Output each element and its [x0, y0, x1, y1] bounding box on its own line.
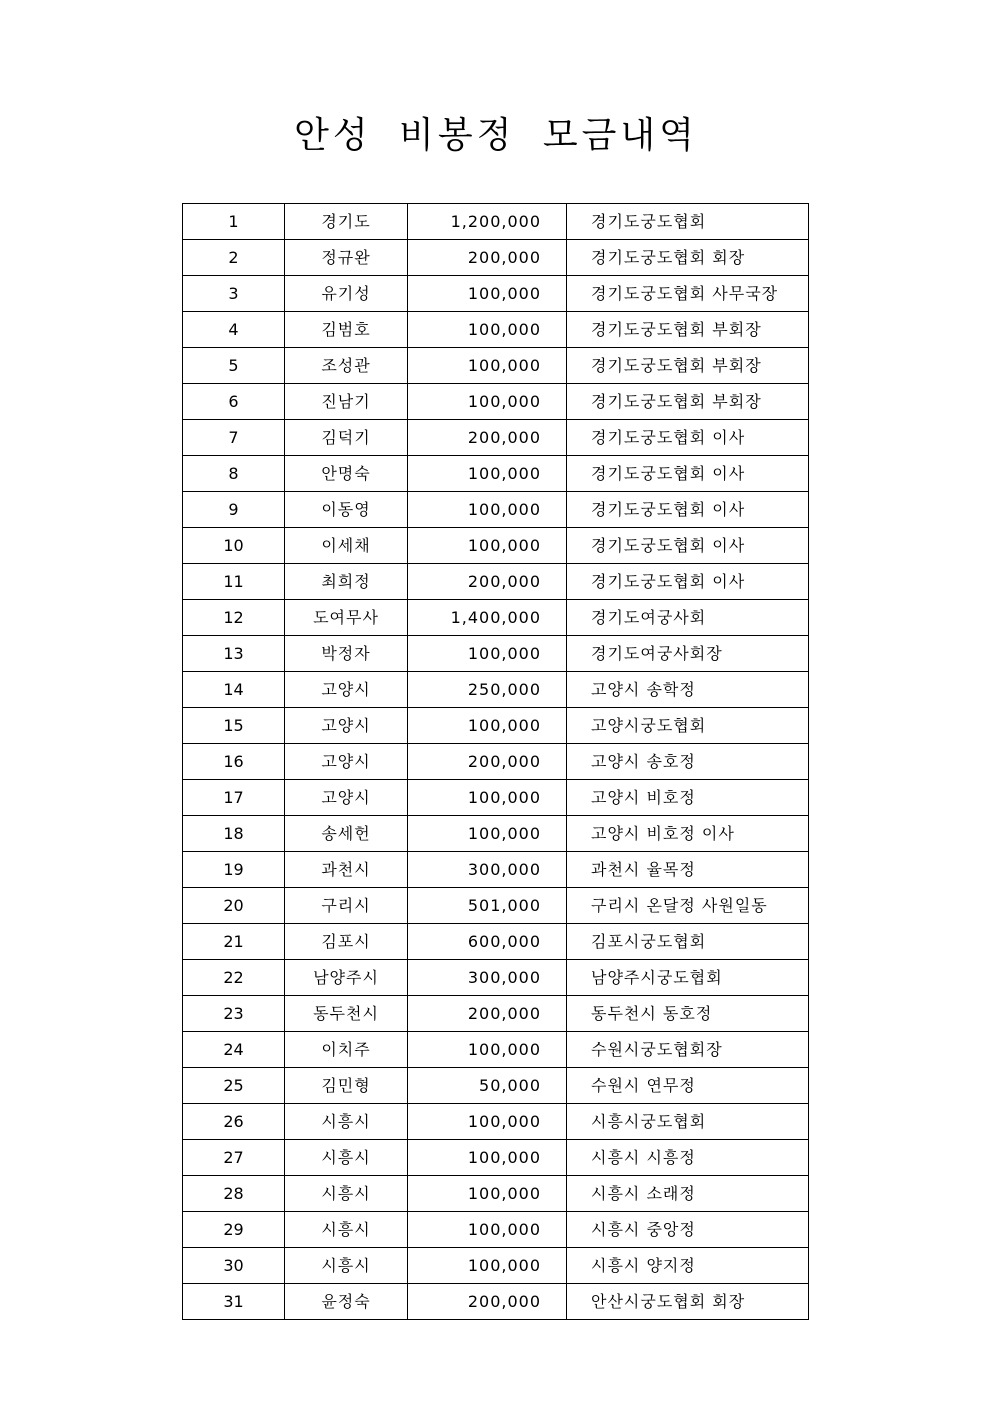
donation-amount: 300,000 [408, 960, 567, 996]
table-row [183, 816, 809, 852]
donor-name: 박정자 [285, 636, 408, 672]
donor-affiliation: 남양주시궁도협회 [567, 960, 809, 996]
donor-name: 이세채 [285, 528, 408, 564]
donor-name: 고양시 [285, 708, 408, 744]
donation-amount: 200,000 [408, 744, 567, 780]
donor-affiliation: 시흥시 중앙정 [567, 1212, 809, 1248]
row-number: 22 [183, 960, 285, 996]
donor-name: 윤정숙 [285, 1284, 408, 1320]
donation-amount: 100,000 [408, 1248, 567, 1284]
table-row [183, 924, 809, 960]
table-row [183, 996, 809, 1032]
table-row [183, 492, 809, 528]
donor-affiliation: 경기도궁도협회 [567, 204, 809, 240]
table-row [183, 348, 809, 384]
donor-affiliation: 고양시 비호정 [567, 780, 809, 816]
donor-name: 구리시 [285, 888, 408, 924]
table-row [183, 600, 809, 636]
table-row [183, 1140, 809, 1176]
row-number: 27 [183, 1140, 285, 1176]
table-row [183, 420, 809, 456]
donor-name: 시흥시 [285, 1176, 408, 1212]
donor-name: 이동영 [285, 492, 408, 528]
row-number: 3 [183, 276, 285, 312]
donor-affiliation: 경기도궁도협회 이사 [567, 528, 809, 564]
row-number: 24 [183, 1032, 285, 1068]
donor-name: 조성관 [285, 348, 408, 384]
donation-amount: 100,000 [408, 384, 567, 420]
donor-name: 고양시 [285, 672, 408, 708]
row-number: 13 [183, 636, 285, 672]
row-number: 14 [183, 672, 285, 708]
row-number: 28 [183, 1176, 285, 1212]
table-row [183, 204, 809, 240]
donation-amount: 100,000 [408, 780, 567, 816]
donor-affiliation: 구리시 온달정 사원일동 [567, 888, 809, 924]
donation-amount: 100,000 [408, 1104, 567, 1140]
donor-name: 김덕기 [285, 420, 408, 456]
donor-affiliation: 시흥시 양지정 [567, 1248, 809, 1284]
row-number: 1 [183, 204, 285, 240]
table-row [183, 1068, 809, 1104]
table-row [183, 1104, 809, 1140]
row-number: 6 [183, 384, 285, 420]
table-row [183, 960, 809, 996]
donor-affiliation: 경기도궁도협회 부회장 [567, 312, 809, 348]
donation-amount: 100,000 [408, 1212, 567, 1248]
donor-affiliation: 고양시 송호정 [567, 744, 809, 780]
donation-amount: 250,000 [408, 672, 567, 708]
donation-amount: 300,000 [408, 852, 567, 888]
table-row [183, 1212, 809, 1248]
donor-name: 진남기 [285, 384, 408, 420]
donor-affiliation: 수원시 연무정 [567, 1068, 809, 1104]
row-number: 10 [183, 528, 285, 564]
donor-affiliation: 경기도궁도협회 부회장 [567, 348, 809, 384]
donation-amount: 100,000 [408, 348, 567, 384]
donor-name: 고양시 [285, 780, 408, 816]
donor-affiliation: 시흥시궁도협회 [567, 1104, 809, 1140]
donor-name: 김민형 [285, 1068, 408, 1104]
row-number: 23 [183, 996, 285, 1032]
donor-name: 이치주 [285, 1032, 408, 1068]
donor-name: 도여무사 [285, 600, 408, 636]
table-row [183, 780, 809, 816]
table-row [183, 1032, 809, 1068]
donor-affiliation: 경기도궁도협회 이사 [567, 456, 809, 492]
row-number: 18 [183, 816, 285, 852]
donor-affiliation: 경기도궁도협회 이사 [567, 564, 809, 600]
donor-affiliation: 경기도궁도협회 사무국장 [567, 276, 809, 312]
table-row [183, 852, 809, 888]
donor-affiliation: 경기도여궁사회 [567, 600, 809, 636]
donor-affiliation: 시흥시 시흥정 [567, 1140, 809, 1176]
row-number: 30 [183, 1248, 285, 1284]
donor-name: 시흥시 [285, 1104, 408, 1140]
donor-name: 고양시 [285, 744, 408, 780]
donation-amount: 600,000 [408, 924, 567, 960]
donation-table-body [183, 204, 809, 1320]
donor-name: 시흥시 [285, 1212, 408, 1248]
table-row [183, 1248, 809, 1284]
table-row [183, 888, 809, 924]
donor-affiliation: 김포시궁도협회 [567, 924, 809, 960]
row-number: 12 [183, 600, 285, 636]
donor-name: 시흥시 [285, 1248, 408, 1284]
donor-affiliation: 경기도궁도협회 이사 [567, 492, 809, 528]
donor-affiliation: 시흥시 소래정 [567, 1176, 809, 1212]
donation-amount: 100,000 [408, 1176, 567, 1212]
donation-amount: 100,000 [408, 312, 567, 348]
row-number: 26 [183, 1104, 285, 1140]
table-row [183, 708, 809, 744]
donor-name: 안명숙 [285, 456, 408, 492]
donor-affiliation: 고양시 송학정 [567, 672, 809, 708]
donation-amount: 100,000 [408, 456, 567, 492]
donor-affiliation: 경기도궁도협회 이사 [567, 420, 809, 456]
donation-amount: 100,000 [408, 492, 567, 528]
row-number: 21 [183, 924, 285, 960]
donor-affiliation: 경기도여궁사회장 [567, 636, 809, 672]
donation-amount: 100,000 [408, 1032, 567, 1068]
table-row [183, 1284, 809, 1320]
donor-name: 최희정 [285, 564, 408, 600]
donor-affiliation: 고양시 비호정 이사 [567, 816, 809, 852]
donation-amount: 100,000 [408, 708, 567, 744]
donor-affiliation: 동두천시 동호정 [567, 996, 809, 1032]
donation-amount: 501,000 [408, 888, 567, 924]
row-number: 2 [183, 240, 285, 276]
donor-name: 송세헌 [285, 816, 408, 852]
donor-name: 동두천시 [285, 996, 408, 1032]
row-number: 25 [183, 1068, 285, 1104]
row-number: 19 [183, 852, 285, 888]
donation-table [182, 203, 809, 1320]
table-row [183, 1176, 809, 1212]
donor-name: 김포시 [285, 924, 408, 960]
donor-name: 유기성 [285, 276, 408, 312]
donation-amount: 100,000 [408, 636, 567, 672]
donor-affiliation: 안산시궁도협회 회장 [567, 1284, 809, 1320]
donor-name: 과천시 [285, 852, 408, 888]
page-title: 안성 비봉정 모금내역 [294, 115, 698, 156]
donor-name: 남양주시 [285, 960, 408, 996]
donation-amount: 200,000 [408, 240, 567, 276]
row-number: 4 [183, 312, 285, 348]
donation-amount: 1,400,000 [408, 600, 567, 636]
donor-affiliation: 경기도궁도협회 회장 [567, 240, 809, 276]
table-row [183, 528, 809, 564]
donation-amount: 200,000 [408, 564, 567, 600]
donor-affiliation: 경기도궁도협회 부회장 [567, 384, 809, 420]
donation-amount: 50,000 [408, 1068, 567, 1104]
table-row [183, 276, 809, 312]
donor-name: 경기도 [285, 204, 408, 240]
row-number: 17 [183, 780, 285, 816]
donor-name: 김범호 [285, 312, 408, 348]
row-number: 9 [183, 492, 285, 528]
row-number: 31 [183, 1284, 285, 1320]
table-row [183, 240, 809, 276]
table-row [183, 456, 809, 492]
donation-amount: 100,000 [408, 816, 567, 852]
row-number: 29 [183, 1212, 285, 1248]
row-number: 20 [183, 888, 285, 924]
row-number: 11 [183, 564, 285, 600]
row-number: 5 [183, 348, 285, 384]
row-number: 15 [183, 708, 285, 744]
donation-amount: 200,000 [408, 1284, 567, 1320]
donor-affiliation: 고양시궁도협회 [567, 708, 809, 744]
table-row [183, 312, 809, 348]
donor-name: 시흥시 [285, 1140, 408, 1176]
donation-amount: 200,000 [408, 420, 567, 456]
donation-amount: 200,000 [408, 996, 567, 1032]
row-number: 8 [183, 456, 285, 492]
table-row [183, 672, 809, 708]
donation-amount: 100,000 [408, 1140, 567, 1176]
table-row [183, 636, 809, 672]
donation-amount: 100,000 [408, 528, 567, 564]
donation-amount: 1,200,000 [408, 204, 567, 240]
donation-amount: 100,000 [408, 276, 567, 312]
table-row [183, 744, 809, 780]
donor-affiliation: 수원시궁도협회장 [567, 1032, 809, 1068]
donor-name: 정규완 [285, 240, 408, 276]
donor-affiliation: 과천시 율목정 [567, 852, 809, 888]
table-row [183, 384, 809, 420]
row-number: 16 [183, 744, 285, 780]
table-row [183, 564, 809, 600]
row-number: 7 [183, 420, 285, 456]
